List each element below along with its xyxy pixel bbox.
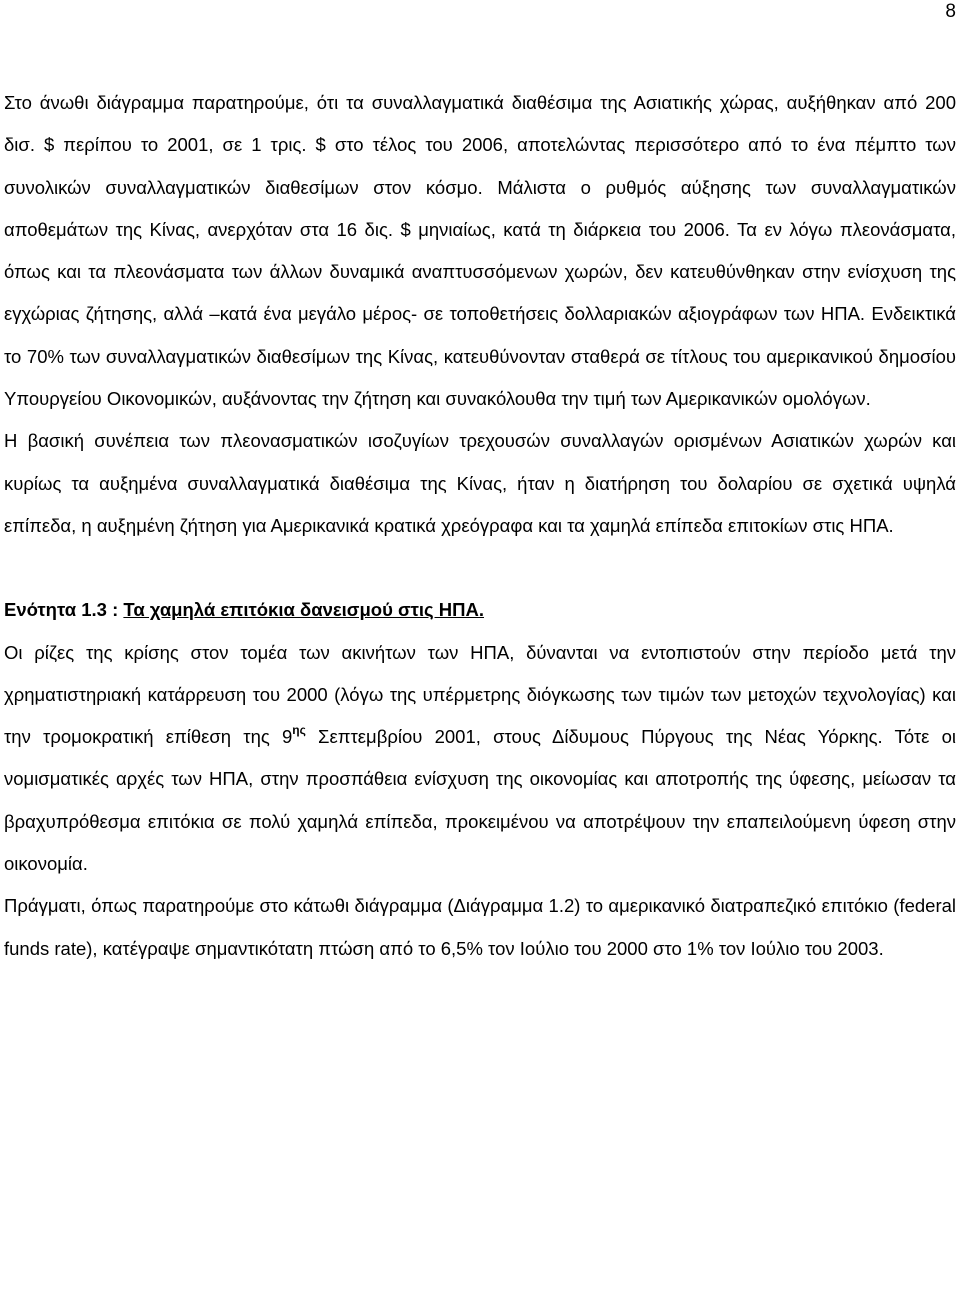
section-spacer: [4, 547, 956, 589]
section-label: Ενότητα 1.3 :: [4, 599, 119, 621]
paragraph-crisis-roots: [4, 632, 956, 886]
crisis-roots-text-a: Οι ρίζες της κρίσης στον τομέα των ακινήτων των ΗΠΑ, δύνανται να εντοπιστούν στην περίοδο μετά την χρηματιστηριακή κατάρρευση του 2000 (λόγω της υπέρμετρης διόγκωσης των τιμών των μετοχών τεχνολογίας) και την τρομοκρατική επίθεση της 9: [4, 641, 956, 748]
paragraph-consequences: Η βασική συνέπεια των πλεονασματικών ισοζυγίων τρεχουσών συναλλαγών ορισμένων Ασιατικών χωρών και κυρίως τα αυξημένα συναλλαγματικά διαθέσιμα της Κίνας, ήταν η διατήρηση του δολαρίου σε σχετικά υψηλά επίπεδα, η αυξημένη ζήτηση για Αμερικανικά κρατικά χρεόγραφα και τα χαμηλά επίπεδα επιτοκίων στις ΗΠΑ.: [4, 430, 956, 536]
document-body: [4, 82, 956, 970]
paragraph-federal-funds-rate: Πράγματι, όπως παρατηρούμε στο κάτωθι διάγραμμα (Διάγραμμα 1.2) το αμερικανικό διατραπεζικό επιτόκιο (federal funds rate), κατέγραψε σημαντικότατη πτώση από το 6,5% τον Ιούλιο του 2000 στο 1% τον Ιούλιο του 2003.: [4, 895, 956, 959]
page-number: 8: [945, 1, 956, 22]
section-heading: [4, 589, 956, 631]
paragraph-fx-reserves: Στο άνωθι διάγραμμα παρατηρούμε, ότι τα συναλλαγματικά διαθέσιμα της Ασιατικής χώρας, αυξήθηκαν από 200 δισ. $ περίπου το 2001, σε 1 τρις. $ στο τέλος του 2006, αποτελώντας περισσότερο από το ένα πέμπτο των συνολικών συναλλαγματικών διαθεσίμων στον κόσμο. Μάλιστα ο ρυθμός αύξησης των συναλλαγματικών αποθεμάτων της Κίνας, ανερχόταν στα 16 δις. $ μηνιαίως, κατά τη διάρκεια του 2006. Τα εν λόγω πλεονάσματα, όπως και τα πλεονάσματα των άλλων δυναμικά αναπτυσσόμενων χωρών, δεν κατευθύνθηκαν στην ενίσχυση της εγχώριας ζήτησης, αλλά –κατά ένα μεγάλο μέρος- σε τοποθετήσεις δολλαριακών αξιογράφων των ΗΠΑ. Ενδεικτικά το 70% των συναλλαγματικών διαθεσίμων της Κίνας, κατευθύνονταν σταθερά σε τίτλους του αμερικανικού δημοσίου Υπουργείου Οικονομικών, αυξάνοντας την ζήτηση και συνακόλουθα την τιμή των Αμερικανικών ομολόγων.: [4, 92, 956, 410]
section-title: Τα χαμηλά επιτόκια δανεισμού στις ΗΠΑ.: [123, 599, 485, 621]
crisis-roots-text-b: Σεπτεμβρίου 2001, στους Δίδυμους Πύργους της Νέας Υόρκης. Τότε οι νομισματικές αρχές των ΗΠΑ, στην προσπάθεια ενίσχυση της οικονομίας και αποτροπής της ύφεσης, μείωσαν τα βραχυπρόθεσμα επιτόκια σε πολύ χαμηλά επίπεδα, προκειμένου να αποτρέψουν την επαπειλούμενη ύφεση στην οικονομία.: [4, 726, 956, 875]
ordinal-superscript: ης: [292, 723, 306, 738]
